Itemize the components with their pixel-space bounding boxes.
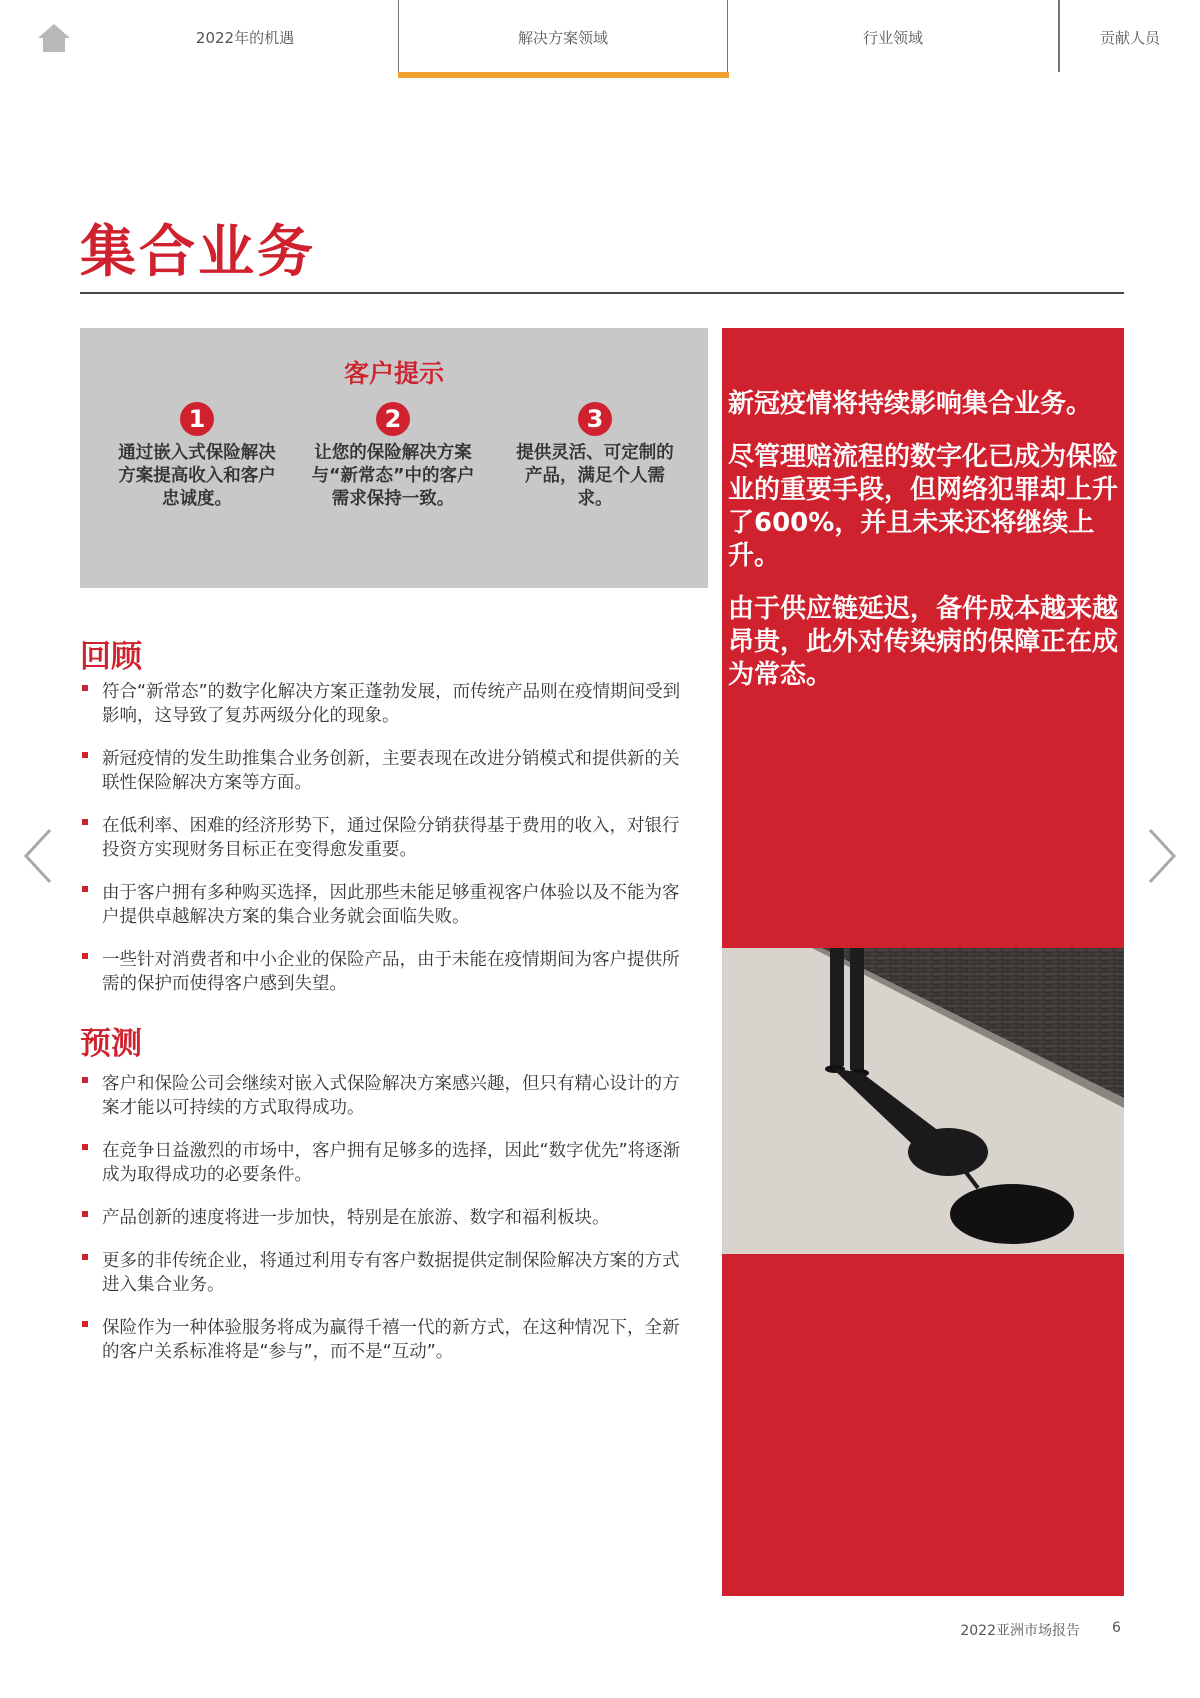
forecast-list bbox=[80, 1072, 696, 1383]
highlight-paragraph: 尽管理赔流程的数字化已成为保险业的重要手段，但网络犯罪却上升了600%，并且未来还将继续上升。 bbox=[728, 442, 1119, 571]
highlight-paragraph: 由于供应链延迟，备件成本越来越昂贵，此外对传染病的保障正在成为常态。 bbox=[728, 594, 1119, 690]
tip-text: 提供灵活、可定制的产品，满足个人需求。 bbox=[516, 443, 674, 509]
title-divider bbox=[80, 292, 1124, 294]
page-title: 集合业务 bbox=[80, 220, 316, 285]
nav-tab-contributors[interactable]: 贡献人员 bbox=[1099, 29, 1160, 47]
active-tab-indicator bbox=[398, 72, 729, 78]
top-navigation bbox=[0, 0, 1200, 80]
footer-report-title: 2022亚洲市场报告 bbox=[960, 1623, 1080, 1639]
chevron-right-icon[interactable] bbox=[1144, 826, 1180, 886]
tip-number-badge: 2 bbox=[376, 402, 410, 436]
chevron-left-icon[interactable] bbox=[20, 826, 56, 886]
highlight-text bbox=[728, 388, 1118, 712]
forecast-bullet: 产品创新的速度将进一步加快，特别是在旅游、数字和福利板块。 bbox=[80, 1206, 696, 1230]
customer-tips-heading: 客户提示 bbox=[343, 359, 444, 388]
forecast-bullet: 保险作为一种体验服务将成为赢得千禧一代的新方式，在这种情况下，全新的客户关系标准将是“参与”，而不是“互动”。 bbox=[80, 1316, 696, 1364]
tip-text: 通过嵌入式保险解决方案提高收入和客户忠诚度。 bbox=[118, 443, 276, 509]
home-icon[interactable] bbox=[36, 22, 72, 54]
review-bullet: 符合“新常态”的数字化解决方案正蓬勃发展，而传统产品则在疫情期间受到影响，这导致了复苏两级分化的现象。 bbox=[80, 680, 696, 728]
forecast-bullet: 更多的非传统企业，将通过利用专有客户数据提供定制保险解决方案的方式进入集合业务。 bbox=[80, 1249, 696, 1297]
review-bullet: 新冠疫情的发生助推集合业务创新，主要表现在改进分销模式和提供新的关联性保险解决方案等方面。 bbox=[80, 747, 696, 795]
page-number: 6 bbox=[1112, 1620, 1121, 1636]
forecast-bullet: 客户和保险公司会继续对嵌入式保险解决方案感兴趣，但只有精心设计的方案才能以可持续的方式取得成功。 bbox=[80, 1072, 696, 1120]
tip-number-badge: 3 bbox=[578, 402, 612, 436]
tip-item bbox=[102, 402, 292, 511]
review-list bbox=[80, 680, 696, 1015]
review-bullet: 一些针对消费者和中小企业的保险产品，由于未能在疫情期间为客户提供所需的保护而使得客户感到失望。 bbox=[80, 948, 696, 996]
forecast-heading: 预测 bbox=[80, 1026, 142, 1062]
nav-tab-industry-areas[interactable]: 行业领域 bbox=[862, 29, 923, 47]
nav-tab-solution-areas[interactable]: 解决方案领域 bbox=[398, 0, 728, 74]
umbrella-shadow-photo bbox=[722, 948, 1124, 1254]
review-heading: 回顾 bbox=[80, 639, 142, 675]
customer-tips-box bbox=[80, 328, 708, 588]
highlight-paragraph: 新冠疫情将持续影响集合业务。 bbox=[728, 389, 1093, 419]
tip-item bbox=[298, 402, 488, 511]
tip-item bbox=[500, 402, 690, 511]
tip-number-badge: 1 bbox=[180, 402, 214, 436]
nav-tab-opportunities[interactable]: 2022年的机遇 bbox=[195, 29, 295, 47]
review-bullet: 由于客户拥有多种购买选择，因此那些未能足够重视客户体验以及不能为客户提供卓越解决方案的集合业务就会面临失败。 bbox=[80, 881, 696, 929]
tip-text: 让您的保险解决方案与“新常态”中的客户需求保持一致。 bbox=[311, 443, 475, 509]
review-bullet: 在低利率、困难的经济形势下，通过保险分销获得基于费用的收入，对银行投资方实现财务目标正在变得愈发重要。 bbox=[80, 814, 696, 862]
forecast-bullet: 在竞争日益激烈的市场中，客户拥有足够多的选择，因此“数字优先”将逐渐成为取得成功的必要条件。 bbox=[80, 1139, 696, 1187]
